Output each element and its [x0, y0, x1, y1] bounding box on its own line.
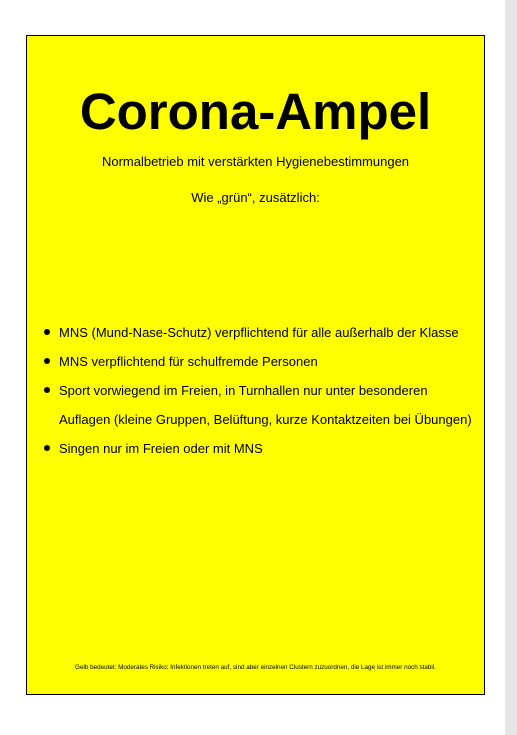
poster-footnote: Gelb bedeutet: Moderates Risiko; Infektionen treten auf, sind aber einzelnen Clustern zuzuordnen, die Lage ist immer noch stabil.: [75, 664, 436, 671]
rule-text: MNS verpflichtend für schulfremde Personen: [59, 354, 318, 369]
bullet-icon: [44, 329, 50, 335]
traffic-light-poster: [26, 35, 485, 695]
rule-text: MNS (Mund-Nase-Schutz) verpflichtend für alle außerhalb der Klasse: [59, 325, 459, 340]
bullet-icon: [44, 445, 50, 451]
bullet-icon: [44, 387, 50, 393]
rule-item: [41, 376, 481, 434]
poster-title: Corona-Ampel: [79, 83, 432, 140]
rule-item: [41, 318, 481, 347]
workspace-edge: [505, 0, 517, 735]
rule-text: Sport vorwiegend im Freien, in Turnhallen nur unter besonderen Auflagen (kleine Gruppen, Belüftung, kurze Kontaktzeiten bei Übungen): [59, 383, 472, 427]
rule-text: Singen nur im Freien oder mit MNS: [59, 441, 263, 456]
rule-item: [41, 347, 481, 376]
rule-list: [41, 318, 481, 463]
poster-intro: Wie „grün“, zusätzlich:: [191, 190, 320, 205]
poster-subtitle: Normalbetrieb mit verstärkten Hygienebestimmungen: [101, 154, 410, 169]
bullet-icon: [44, 358, 50, 364]
rule-item: [41, 434, 481, 463]
